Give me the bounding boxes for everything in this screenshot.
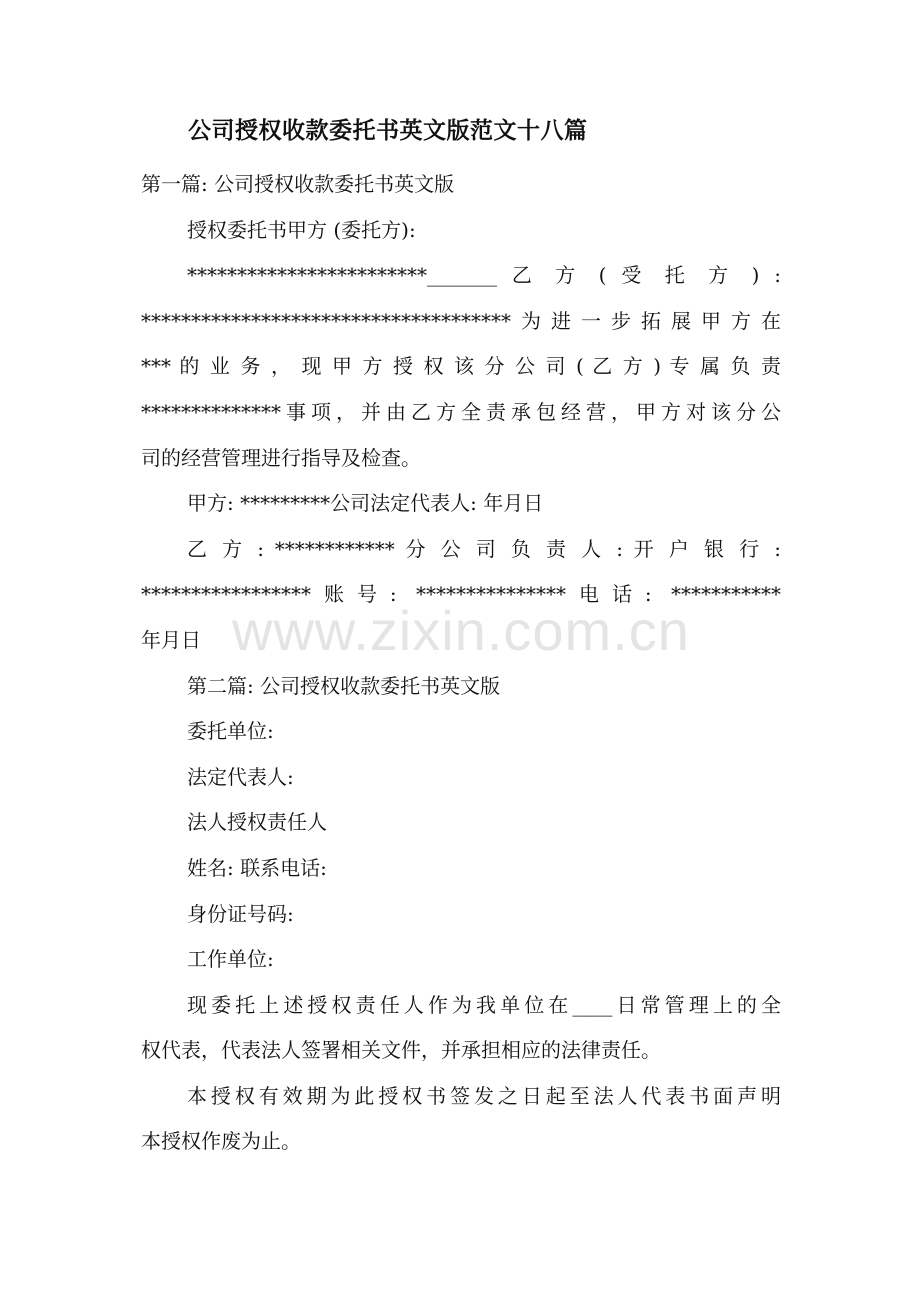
paragraph-authorization bbox=[141, 253, 781, 481]
field-id-number bbox=[141, 892, 781, 938]
paragraph-line: 司的经营管理进行指导及检查。 bbox=[141, 445, 421, 470]
paragraph-line: *************************************为进一步拓展甲方在 bbox=[141, 308, 781, 333]
field-label: 姓名: 联系电话: bbox=[187, 855, 327, 880]
field-legal-representative bbox=[141, 755, 781, 801]
watermark: www.zixin.com.cn bbox=[232, 599, 690, 662]
paragraph-party-a-label bbox=[141, 208, 781, 254]
paragraph-validity bbox=[141, 1074, 781, 1165]
paragraph-line: 本授权作废为止。 bbox=[141, 1129, 301, 1154]
paragraph-line: 年月日 bbox=[141, 627, 201, 652]
paragraph-line: 权代表，代表法人签署相关文件，并承担相应的法律责任。 bbox=[141, 1038, 661, 1063]
section-heading-1 bbox=[141, 162, 781, 208]
paragraph-line: ************************_______ 乙 方 ( 受 托 方 ) : bbox=[187, 263, 781, 288]
field-authorized-person bbox=[141, 800, 781, 846]
paragraph-line: 现委托上述授权责任人作为我单位在____日常管理上的全 bbox=[187, 992, 781, 1017]
section-heading-1-text: 第一篇: 公司授权收款委托书英文版 bbox=[141, 172, 455, 196]
section-heading-2 bbox=[141, 664, 781, 710]
paragraph-text: 甲方: *********公司法定代表人: 年月日 bbox=[187, 491, 544, 516]
paragraph-party-b-signature bbox=[141, 527, 781, 664]
field-label: 法人授权责任人 bbox=[187, 810, 327, 835]
paragraph-party-a-signature bbox=[141, 481, 781, 527]
paragraph-text: 授权委托书甲方 (委托方): bbox=[187, 217, 416, 242]
document-title: 公司授权收款委托书英文版范文十八篇 bbox=[188, 117, 588, 144]
paragraph-line: 本授权有效期为此授权书签发之日起至法人代表书面声明 bbox=[187, 1083, 781, 1108]
field-label: 法定代表人: bbox=[187, 764, 294, 789]
paragraph-line: 乙 方 : ************ 分 公 司 负 责 人 : 开 户 银 行 : bbox=[187, 536, 781, 561]
paragraph-line: *****************账号: ***************电话: *********** bbox=[141, 582, 781, 607]
field-entrusting-unit bbox=[141, 709, 781, 755]
field-label: 工作单位: bbox=[187, 947, 274, 972]
field-label: 身份证号码: bbox=[187, 901, 294, 926]
section-heading-2-text: 第二篇: 公司授权收款委托书英文版 bbox=[187, 673, 501, 698]
field-name-phone bbox=[141, 846, 781, 892]
paragraph-line: **************事项，并由乙方全责承包经营，甲方对该分公 bbox=[141, 399, 781, 424]
field-label: 委托单位: bbox=[187, 719, 274, 744]
field-work-unit bbox=[141, 937, 781, 983]
paragraph-line: *** 的 业 务 ， 现 甲 方 授 权 该 分 公 司 ( 乙 方 ) 专 属 负 责 bbox=[141, 354, 781, 379]
document-body bbox=[141, 162, 781, 1165]
paragraph-entrustment bbox=[141, 983, 781, 1074]
